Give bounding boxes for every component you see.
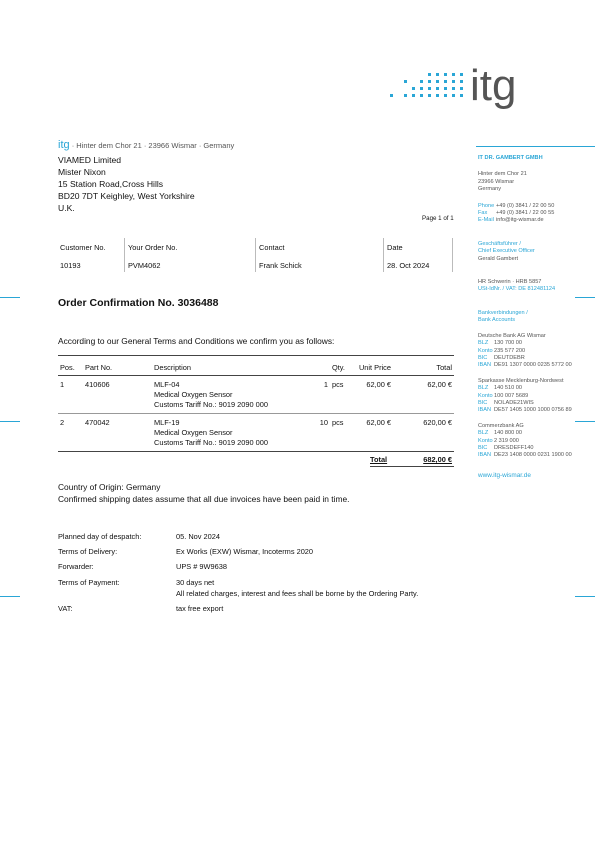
bank-line-value: NOLADE21WIS xyxy=(494,399,534,406)
bank-line xyxy=(478,362,572,369)
term-value: Ex Works (EXW) Wismar, Incoterms 2020 xyxy=(176,547,314,556)
total-label: Total xyxy=(370,455,388,464)
row-unit: pcs xyxy=(332,418,344,427)
bank-line xyxy=(478,385,572,392)
row-desc xyxy=(154,418,268,448)
row-desc-line: Customs Tariff No.: 9019 2090 000 xyxy=(154,400,268,409)
bank-line xyxy=(478,400,572,407)
header-col-order-no: Your Order No. xyxy=(128,243,178,252)
company-logo xyxy=(388,60,538,112)
term-label: VAT: xyxy=(58,604,73,613)
bank-line-value: 100 007 5689 xyxy=(494,392,529,399)
sidebar-contact xyxy=(478,203,572,210)
row-qty: 10 xyxy=(319,418,328,427)
intro-text: According to our General Terms and Conditions we confirm you as follows: xyxy=(58,336,335,346)
recipient-line: BD20 7DT Keighley, West Yorkshire xyxy=(58,191,195,201)
bank-line-label: IBAN xyxy=(478,407,492,414)
fold-mark-right xyxy=(575,297,595,298)
header-col-contact: Contact xyxy=(259,243,285,252)
page-info: Page 1 of 1 xyxy=(422,215,454,222)
sidebar-company-info xyxy=(478,155,572,479)
col-desc: Description xyxy=(154,363,191,372)
header-val-date: 28. Oct 2024 xyxy=(387,261,430,270)
bank-line-label: BIC xyxy=(478,444,488,451)
contact-value: +49 (0) 3841 / 22 00 55 xyxy=(496,210,555,217)
table-header-rule xyxy=(58,375,454,376)
bank-line-label: Konto xyxy=(478,347,493,354)
sidebar-bank-heading: Bank Accounts xyxy=(478,317,516,324)
bank-line-value: 140 800 00 xyxy=(494,430,522,437)
sidebar-top-rule xyxy=(476,146,595,147)
sidebar-ceo-heading: Geschäftsführer / xyxy=(478,240,521,247)
punch-mark-left xyxy=(0,421,20,422)
bank-line-value: DEUTDEBR xyxy=(494,354,525,361)
sidebar-ceo-heading: Chief Executive Officer xyxy=(478,248,535,255)
bank-line xyxy=(478,445,572,452)
page-title: Order Confirmation No. 3036488 xyxy=(58,297,219,309)
contact-label: E-Mail xyxy=(478,217,494,224)
header-divider xyxy=(383,238,384,272)
row-desc xyxy=(154,380,268,410)
sidebar-website-link[interactable]: www.itg-wismar.de xyxy=(478,471,531,479)
header-val-order-no: PVM4062 xyxy=(128,261,161,270)
fold-mark-left-2 xyxy=(0,596,20,597)
sidebar-bank-heading: Bankverbindungen / xyxy=(478,309,528,316)
term-label: Terms of Delivery: xyxy=(58,547,118,556)
bank-line-value: 2 319 000 xyxy=(494,437,519,444)
contact-value: +49 (0) 3841 / 22 00 50 xyxy=(496,202,555,209)
recipient-line: 15 Station Road,Cross Hills xyxy=(58,179,164,189)
bank-line-value: DE57 1405 1000 1000 0756 89 xyxy=(494,407,572,414)
sidebar-address-line: Germany xyxy=(478,186,502,193)
header-divider xyxy=(255,238,256,272)
recipient-line: U.K. xyxy=(58,203,75,213)
contact-label: Phone xyxy=(478,202,495,209)
term-value: All related charges, interest and fees shall be borne by the Ordering Party. xyxy=(176,589,419,598)
bank-line-value: 140 510 00 xyxy=(494,385,522,392)
col-total: Total xyxy=(436,363,452,372)
bank-line-label: BLZ xyxy=(478,340,489,347)
recipient-line: Mister Nixon xyxy=(58,167,106,177)
sidebar-address-line: 23966 Wismar xyxy=(478,178,515,185)
row-pos: 2 xyxy=(60,418,65,427)
term-label: Planned day of despatch: xyxy=(58,532,142,541)
bank-name: Deutsche Bank AG Wismar xyxy=(478,332,546,339)
total-value: 682,00 € xyxy=(423,455,452,464)
bank-line-value: DRESDEFF140 xyxy=(494,444,534,451)
row-desc-line: Medical Oxygen Sensor xyxy=(154,390,233,399)
row-total: 620,00 € xyxy=(423,418,452,427)
term-value: 05. Nov 2024 xyxy=(176,532,220,541)
sidebar-contact xyxy=(478,217,572,224)
bank-line-value: 130 700 00 xyxy=(494,340,522,347)
bank-line-label: Konto xyxy=(478,392,493,399)
row-desc-line: MLF-04 xyxy=(154,380,180,389)
bank-line-value: DE91 1307 0000 0235 5772 00 xyxy=(494,362,572,369)
recipient-address xyxy=(58,154,195,214)
fold-mark-left xyxy=(0,297,20,298)
header-divider xyxy=(124,238,125,272)
logo-wordmark: itg xyxy=(470,61,517,110)
row-desc-line: Customs Tariff No.: 9019 2090 000 xyxy=(154,438,268,447)
header-val-contact: Frank Schick xyxy=(259,261,302,270)
sidebar-register: USt-IdNr. / VAT: DE 812481124 xyxy=(478,286,556,293)
bank-line-label: BIC xyxy=(478,354,488,361)
table-top-rule xyxy=(58,355,454,356)
bank-name: Commerzbank AG xyxy=(478,422,524,429)
bank-line-label: Konto xyxy=(478,437,493,444)
row-unit: pcs xyxy=(332,380,344,389)
sender-address: · Hinter dem Chor 21 · 23966 Wismar · Germany xyxy=(71,141,235,150)
origin-block xyxy=(58,481,349,505)
shipping-note: Confirmed shipping dates assume that all due invoices have been paid in time. xyxy=(58,494,350,504)
bank-line xyxy=(478,452,572,459)
row-desc-line: MLF-19 xyxy=(154,418,180,427)
bank-name: Sparkasse Mecklenburg-Nordwest xyxy=(478,377,564,384)
row-rule xyxy=(58,413,454,414)
sidebar-address-line: Hinter dem Chor 21 xyxy=(478,171,527,178)
row-rule xyxy=(58,451,454,452)
bank-line xyxy=(478,355,572,362)
contact-label: Fax xyxy=(478,210,488,217)
punch-mark-right xyxy=(575,421,595,422)
bank-line xyxy=(478,438,572,445)
bank-line-value: DE23 1408 0000 0231 1900 00 xyxy=(494,452,572,459)
row-desc-line: Medical Oxygen Sensor xyxy=(154,428,233,437)
bank-line-label: IBAN xyxy=(478,452,492,459)
term-value: UPS # 9W9638 xyxy=(176,562,227,571)
col-qty: Qty. xyxy=(331,363,345,372)
col-part: Part No. xyxy=(85,363,113,372)
sidebar-company-name: IT DR. GAMBERT GMBH xyxy=(478,155,543,161)
row-qty: 1 xyxy=(323,380,328,389)
header-divider xyxy=(452,238,453,272)
bank-line xyxy=(478,393,572,400)
bank-line xyxy=(478,348,572,355)
bank-line xyxy=(478,340,572,347)
bank-line-label: IBAN xyxy=(478,362,492,369)
bank-line-value: 235 577 200 xyxy=(494,347,526,354)
bank-line-label: BLZ xyxy=(478,385,489,392)
bank-line xyxy=(478,430,572,437)
row-total: 62,00 € xyxy=(427,380,452,389)
bank-line-label: BLZ xyxy=(478,430,489,437)
row-pos: 1 xyxy=(60,380,65,389)
header-col-customer-no: Customer No. xyxy=(60,243,106,252)
term-label: Forwarder: xyxy=(58,562,94,571)
row-unit-price: 62,00 € xyxy=(366,380,391,389)
sidebar-ceo-name: Gerald Gambert xyxy=(478,255,519,262)
bank-line xyxy=(478,407,572,414)
term-value: 30 days net xyxy=(176,578,215,587)
sidebar-register: HR Schwerin · HRB 5857 xyxy=(478,279,542,286)
origin-text: Country of Origin: Germany xyxy=(58,482,161,492)
col-unit-price: Unit Price xyxy=(358,363,391,372)
fold-mark-right-2 xyxy=(575,596,595,597)
contact-value: info@itg-wismar.de xyxy=(496,217,544,224)
sidebar-contact xyxy=(478,210,572,217)
term-label: Terms of Payment: xyxy=(58,578,120,587)
header-val-customer-no: 10193 xyxy=(60,261,81,270)
row-part: 410606 xyxy=(85,380,110,389)
recipient-line: VIAMED Limited xyxy=(58,155,122,165)
col-pos: Pos. xyxy=(60,363,75,372)
row-unit-price: 62,00 € xyxy=(366,418,391,427)
header-col-date: Date xyxy=(387,243,403,252)
term-value: tax free export xyxy=(176,604,224,613)
row-part: 470042 xyxy=(85,418,110,427)
bank-line-label: BIC xyxy=(478,399,488,406)
sender-line xyxy=(58,139,234,151)
total-rule xyxy=(370,466,454,467)
sender-logo: itg xyxy=(58,139,70,151)
